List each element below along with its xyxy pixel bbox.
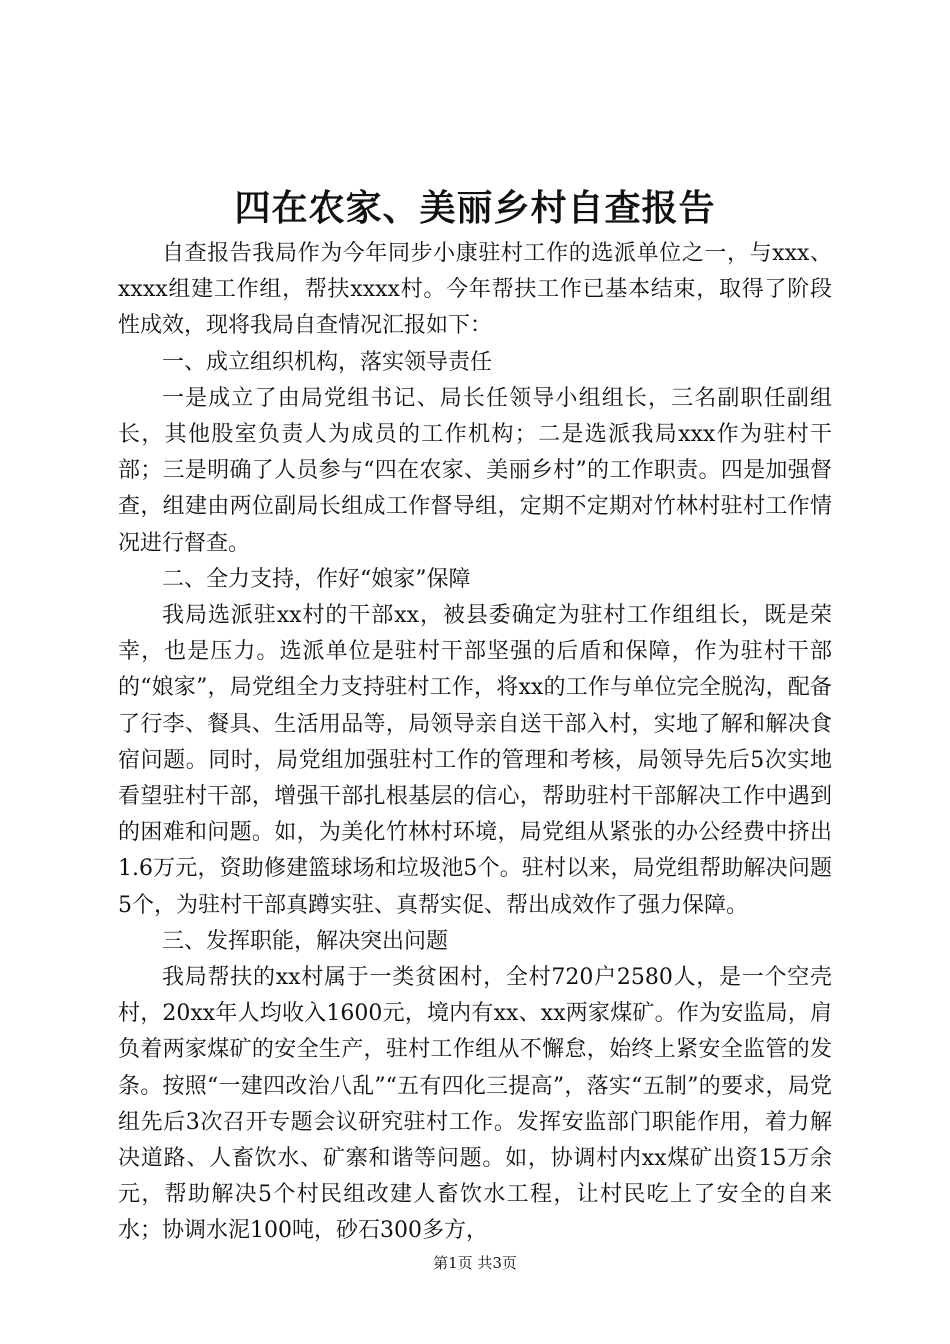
intro-paragraph: 自查报告我局作为今年同步小康驻村工作的选派单位之一，与xxx、xxxx组建工作组，帮扶xxxx村。今年帮扶工作已基本结束，取得了阶段性成效，现将我局自查情况汇报如下： [118,241,832,339]
document-title: 四在农家、美丽乡村自查报告 [234,187,716,229]
section-heading-1: 一、成立组织机构，落实领导责任 [162,349,493,375]
page-number-footer: 第1页 共3页 [433,1254,517,1272]
section-3-paragraph: 我局帮扶的xx村属于一类贫困村，全村720户2580人，是一个空壳村，20xx年人均收入1600元，境内有xx、xx两家煤矿。作为安监局，肩负着两家煤矿的安全生产，驻村工作组从不懈怠，始终上紧安全监管的发条。按照“一建四改治八乱”“五有四化三提高”，落实“五制”的要求，局党组先后3次召开专题会议研究驻村工作。发挥安监部门职能作用，着力解决道路、人畜饮水、矿寨和谐等问题。如，协调村内xx煤矿出资15万余元，帮助解决5个村民组改建人畜饮水工程，让村民吃上了安全的自来水；协调水泥100吨，砂石300多方， [118,965,832,1244]
section-1-paragraph: 一是成立了由局党组书记、局长任领导小组组长，三名副职任副组长，其他股室负责人为成员的工作机构；二是选派我局xxx作为驻村干部；三是明确了人员参与“四在农家、美丽乡村”的工作职责。四是加强督查，组建由两位副局长组成工作督导组，定期不定期对竹林村驻村工作情况进行督查。 [118,385,832,556]
section-heading-3: 三、发挥职能，解决突出问题 [162,928,449,954]
document-body [118,236,832,1250]
section-2-paragraph: 我局选派驻xx村的干部xx，被县委确定为驻村工作组组长，既是荣幸，也是压力。选派单位是驻村干部坚强的后盾和保障，作为驻村干部的“娘家”，局党组全力支持驻村工作，将xx的工作与单位完全脱沟，配备了行李、餐具、生活用品等，局领导亲自送干部入村，实地了解和解决食宿问题。同时，局党组加强驻村工作的管理和考核，局领导先后5次实地看望驻村干部，增强干部扎根基层的信心，帮助驻村干部解决工作中遇到的困难和问题。如，为美化竹林村环境，局党组从紧张的办公经费中挤出1.6万元，资助修建篮球场和垃圾池5个。驻村以来，局党组帮助解决问题5个，为驻村干部真蹲实驻、真帮实促、帮出成效作了强力保障。 [118,603,832,918]
section-heading-2: 二、全力支持，作好“娘家”保障 [162,566,471,592]
